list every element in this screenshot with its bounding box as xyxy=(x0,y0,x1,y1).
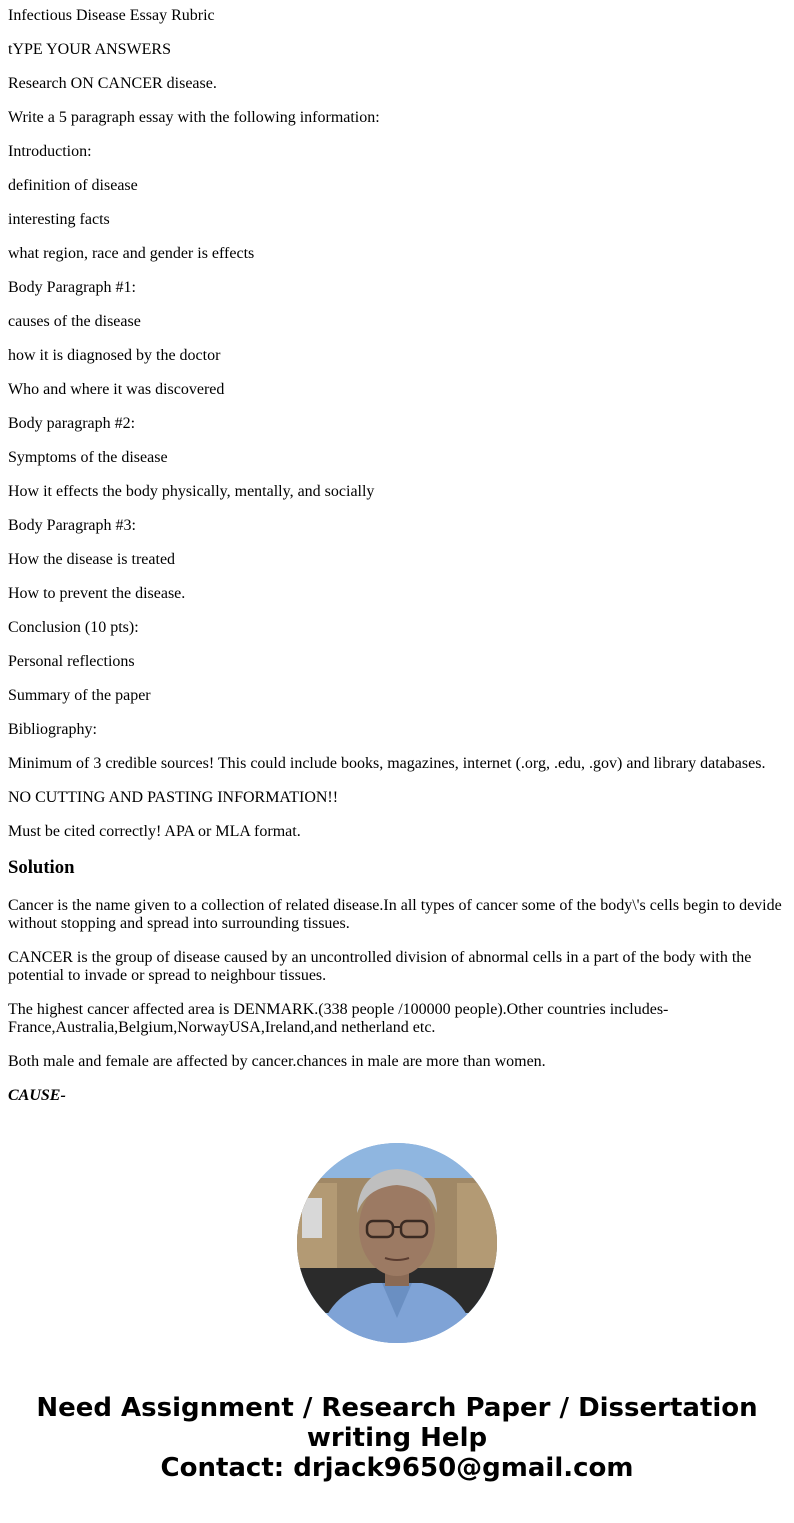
promo-line: Need Assignment / Research Paper / Dissertation xyxy=(36,1393,758,1423)
question-line: Symptoms of the disease xyxy=(8,449,168,466)
portrait-image xyxy=(297,1143,497,1343)
author-avatar xyxy=(297,1143,497,1343)
question-line: How to prevent the disease. xyxy=(8,585,186,602)
question-line: How the disease is treated xyxy=(8,551,176,568)
question-line: Bibliography: xyxy=(8,721,97,738)
question-line: tYPE YOUR ANSWERS xyxy=(8,41,171,58)
question-line: what region, race and gender is effects xyxy=(8,245,255,262)
question-line: interesting facts xyxy=(8,211,110,228)
question-section xyxy=(8,0,786,841)
question-line: Who and where it was discovered xyxy=(8,381,225,398)
question-line: how it is diagnosed by the doctor xyxy=(8,347,221,364)
question-line: Body paragraph #2: xyxy=(8,415,136,432)
question-line: Body Paragraph #3: xyxy=(8,517,136,534)
question-line: NO CUTTING AND PASTING INFORMATION!! xyxy=(8,789,339,806)
solution-paragraph: CANCER is the group of disease caused by an uncontrolled division of abnormal cells in a part of the body with the potential to invade or spread to neighbour tissues. xyxy=(8,949,752,984)
question-line: Research ON CANCER disease. xyxy=(8,75,217,92)
question-line: Minimum of 3 credible sources! This could include books, magazines, internet (.org, .edu, .gov) and library databases. xyxy=(8,755,766,772)
question-line: Conclusion (10 pts): xyxy=(8,619,139,636)
question-line: causes of the disease xyxy=(8,313,141,330)
cause-heading: CAUSE- xyxy=(8,1087,66,1104)
question-line: Personal reflections xyxy=(8,653,135,670)
question-line: Introduction: xyxy=(8,143,92,160)
question-line: Body Paragraph #1: xyxy=(8,279,136,296)
question-line: definition of disease xyxy=(8,177,138,194)
solution-heading: Solution xyxy=(8,857,75,878)
solution-paragraph: The highest cancer affected area is DENMARK.(338 people /100000 people).Other countries includes-France,Australia,Belgium,NorwayUSA,Ireland,and netherland etc. xyxy=(8,1001,669,1036)
question-line: Write a 5 paragraph essay with the following information: xyxy=(8,109,380,126)
solution-paragraph: Cancer is the name given to a collection of related disease.In all types of cancer some of the body\'s cells begin to devide without stopping and spread into surrounding tissues. xyxy=(8,897,782,932)
question-line: Summary of the paper xyxy=(8,687,151,704)
question-line: Must be cited correctly! APA or MLA format. xyxy=(8,823,301,840)
promo-banner xyxy=(0,1393,794,1483)
promo-line: writing Help xyxy=(306,1423,488,1453)
solution-paragraph: Both male and female are affected by cancer.chances in male are more than women. xyxy=(8,1053,546,1070)
question-title: Infectious Disease Essay Rubric xyxy=(8,7,215,24)
author-photo-container xyxy=(0,1143,794,1343)
promo-contact: Contact: drjack9650@gmail.com xyxy=(160,1453,634,1483)
question-line: How it effects the body physically, mentally, and socially xyxy=(8,483,375,500)
solution-section xyxy=(8,897,786,1105)
